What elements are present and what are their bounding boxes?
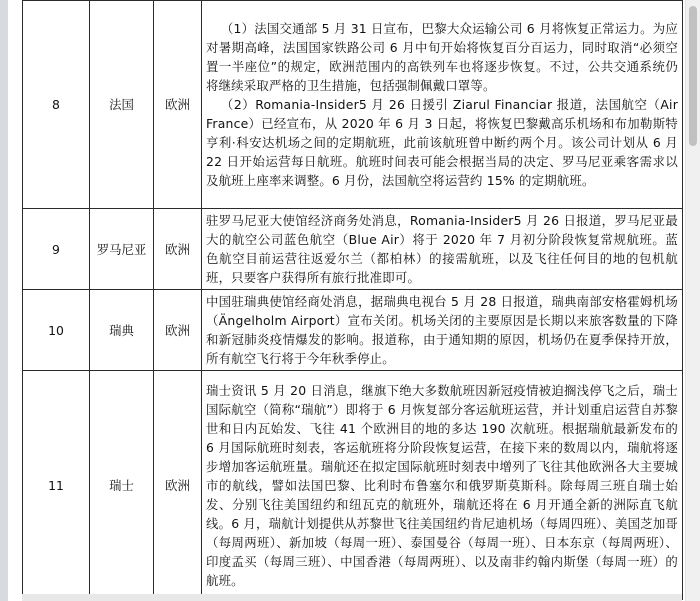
region-cell: 欧洲 [154, 209, 202, 290]
content-paragraph: 驻罗马尼亚大使馆经济商务处消息，Romania-Insider5 月 26 日报道，罗马尼亚最大的航空公司蓝色航空（Blue Air）将于 2020 年 7 月初分阶段恢复常规航班。蓝色航空目前运营往返爱尔兰（都柏林）的接需航班，以及飞往任何目的地的包机航班，只要客户获得所有旅行批准即可。 [206, 213, 678, 285]
country-cell: 瑞士 [90, 371, 154, 600]
content-cell [202, 209, 683, 290]
page-margin-strip [0, 0, 8, 601]
region-cell: 欧洲 [154, 371, 202, 600]
content-paragraph: 瑞士资讯 5 月 20 日消息，继旗下绝大多数航班因新冠疫情被迫搁浅停飞之后，瑞士国际航空（简称“瑞航”）即将于 6 月恢复部分客运航班运营，并计划重启运营自苏黎世和日内瓦始发、飞往 41 个欧洲目的地的多达 190 次航班。根据瑞航最新发布的 6 月国际航班时刻表，客运航班将分阶段恢复运营，在接下来的数周以内，瑞航将逐步增加客运航班量。瑞航还在拟定国际航班时刻表中增列了飞往其他欧洲各大主要城市的航线，譬如法国巴黎、比利时布鲁塞尔和俄罗斯莫斯科。除每周三班自瑞士始发、分别飞往美国纽约和纽瓦克的航班外，瑞航还将在 6 月开通全新的洲际直飞航线。6 月，瑞航计划提供从苏黎世飞往美国纽约肯尼迪机场（每周四班）、美国芝加哥（每周两班）、新加坡（每周一班）、泰国曼谷（每周一班）、日本东京（每周两班）、印度孟买（每周三班）、中国香港（每周两班）、以及南非约翰内斯堡（每周一班）的航班。 [206, 382, 678, 588]
row-number: 8 [23, 1, 90, 209]
country-cell: 瑞典 [90, 290, 154, 371]
country-cell: 法国 [90, 1, 154, 209]
country-cell: 罗马尼亚 [90, 209, 154, 290]
table-row [23, 209, 683, 290]
content-paragraph: （2）Romania-Insider5 月 26 日援引 Ziarul Financiar 报道，法国航空（Air France）已经宣布，从 2020 年 6 月 3 日起，将恢复巴黎戴高乐机场和布加勒斯特亨利·科安达机场之间的定期航班，此前该航班曾中断约两个月。该公司计划从 6 月 22 日开始运营每日航班。航班时间表可能会根据当局的决定、罗马尼亚乘客需求以及航班上座率来调整。6 月份，法国航空将运营约 15% 的定期航班。 [206, 97, 678, 188]
region-cell: 欧洲 [154, 290, 202, 371]
content-paragraph: （1）法国交通部 5 月 31 日宣布，巴黎大众运输公司 6 月将恢复正常运力。为应对暑期高峰，法国国家铁路公司 6 月中旬开始将恢复百分百运力，同时取消“必须空置一半座位”的规定，欧洲范围内的高铁列车也将逐步恢复。不过，公共交通系统仍将继续采取严格的卫生措施，包括强制佩戴口罩等。 [206, 21, 678, 93]
row-number: 9 [23, 209, 90, 290]
table-row [23, 290, 683, 371]
row-number: 11 [23, 371, 90, 600]
vertical-scrollbar[interactable] [685, 0, 700, 601]
content-cell [202, 371, 683, 600]
region-cell: 欧洲 [154, 1, 202, 209]
content-paragraph: 中国驻瑞典使馆经商处消息，据瑞典电视台 5 月 28 日报道，瑞典南部安格霍姆机场（Ängelholm Airport）宣布关闭。机场关闭的主要原因是长期以来旅客数量的下降和新冠肺炎疫情爆发的影响。报道称，由于通知期的原因，机场仍在夏季保持开放，所有航空飞行将于今年秋季停止。 [206, 294, 678, 366]
page-bottom-gap [22, 594, 682, 601]
airline-resumption-table [22, 0, 683, 600]
content-cell [202, 1, 683, 209]
table-row [23, 371, 683, 600]
content-cell [202, 290, 683, 371]
scrollbar-thumb[interactable] [689, 6, 697, 146]
row-number: 10 [23, 290, 90, 371]
table-row [23, 1, 683, 209]
